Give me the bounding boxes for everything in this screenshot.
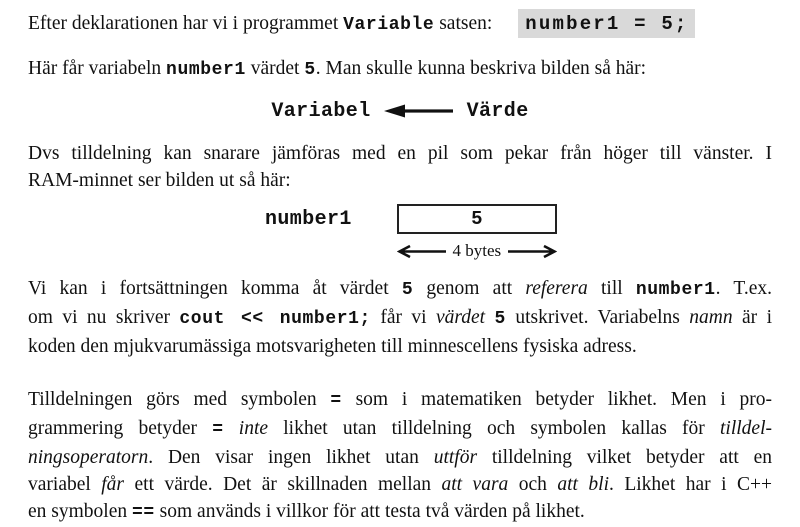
body-text: en symbolen <box>28 501 132 522</box>
body-text: Vi kan i fortsättningen komma åt värdet <box>28 278 402 299</box>
code-text: Variable <box>343 15 435 35</box>
code-text: number1 <box>635 280 716 300</box>
left-arrow-icon <box>384 104 454 118</box>
code-text: cout << number1; <box>179 309 371 329</box>
code-text: == <box>131 503 155 523</box>
code-text: number1 <box>166 60 246 80</box>
body-text: ningsoperatorn <box>28 447 149 468</box>
body-text: satsen: <box>434 13 493 34</box>
paragraph-variable-gets-value <box>28 55 772 84</box>
memory-cell-value: 5 <box>471 208 483 230</box>
memory-variable-name: number1 <box>265 207 352 231</box>
body-text: namn <box>689 307 733 328</box>
body-text: ett värde. Det är skillnaden mellan <box>124 474 442 495</box>
text-line <box>28 55 772 84</box>
body-text: RAM-minnet ser bilden ut så här: <box>28 170 291 191</box>
code-text: = <box>212 420 224 440</box>
body-text: som i matematiken betyder likhet. Men i pro- <box>341 389 772 410</box>
body-text: . Man skulle kunna beskriva bilden så här: <box>315 58 647 79</box>
body-text: till <box>587 278 636 299</box>
code-text: = <box>330 391 342 411</box>
body-text: . Den visar ingen likhet utan <box>148 447 434 468</box>
body-text: om vi nu skriver <box>28 307 180 328</box>
body-text: tilldelning vilket betyder att en <box>477 447 773 468</box>
body-text: inte <box>238 418 269 439</box>
memory-cell-box <box>397 204 557 234</box>
text-line <box>28 304 772 333</box>
text-line <box>28 386 772 415</box>
body-text: får <box>101 474 125 495</box>
body-text <box>485 307 494 328</box>
text-line <box>28 471 772 498</box>
body-text: likhet utan tilldelning och symbolen kallas för <box>268 418 720 439</box>
code-text: 5 <box>401 280 414 300</box>
paragraph-ram-description <box>28 140 772 194</box>
paragraph-refer-to-variable <box>28 275 772 360</box>
body-text: variabel <box>28 474 102 495</box>
body-text: . T.ex. <box>715 278 772 299</box>
body-text: referera <box>525 278 588 299</box>
body-text: uttför <box>433 447 478 468</box>
body-text: att vara <box>441 474 509 495</box>
text-line <box>28 140 772 167</box>
body-text: . Likhet har i C++ <box>609 474 772 495</box>
left-arrow-icon <box>397 244 447 259</box>
text-line <box>28 167 772 194</box>
assignment-arrow-diagram <box>28 96 772 126</box>
body-text: värdet <box>245 58 305 79</box>
body-text: Här får variabeln <box>28 58 167 79</box>
paragraph-assignment-statement <box>28 10 772 39</box>
body-text: Tilldelningen görs med symbolen <box>28 389 331 410</box>
body-text: att bli <box>557 474 610 495</box>
right-arrow-icon <box>507 244 557 259</box>
text-line <box>28 275 772 304</box>
code-text: number1 = 5; <box>518 9 694 38</box>
body-text: grammering betyder <box>28 418 213 439</box>
body-text: genom att <box>413 278 526 299</box>
text-line <box>28 498 772 527</box>
text-line <box>28 415 772 444</box>
bytes-width-label: 4 bytes <box>452 241 502 260</box>
code-text: 5 <box>494 309 506 329</box>
body-text: Dvs tilldelning kan snarare jämföras med en pil som pekar från höger till vänster. I <box>28 143 772 164</box>
value-label: Värde <box>466 99 529 123</box>
memory-diagram <box>265 204 557 261</box>
memory-width-annotation <box>397 241 557 261</box>
body-text: som används i villkor för att testa två värden på likhet. <box>154 501 585 522</box>
body-text: utskrivet. Variabelns <box>505 307 690 328</box>
body-text: tilldel- <box>720 418 772 439</box>
paragraph-assignment-operator <box>28 386 772 527</box>
body-text: värdet <box>436 307 486 328</box>
code-text: 5 <box>304 60 316 80</box>
body-text: koden den mjukvarumässiga motsvarigheten till minnescellens fysiska adress. <box>28 336 637 357</box>
body-text: Efter deklarationen har vi i programmet <box>28 13 344 34</box>
body-text: och <box>508 474 558 495</box>
variable-label: Variabel <box>271 99 371 123</box>
body-text: får vi <box>370 307 436 328</box>
body-text: är i <box>732 307 772 328</box>
text-line <box>28 10 772 39</box>
text-line <box>28 444 772 471</box>
text-line <box>28 333 772 360</box>
body-text <box>224 418 239 439</box>
